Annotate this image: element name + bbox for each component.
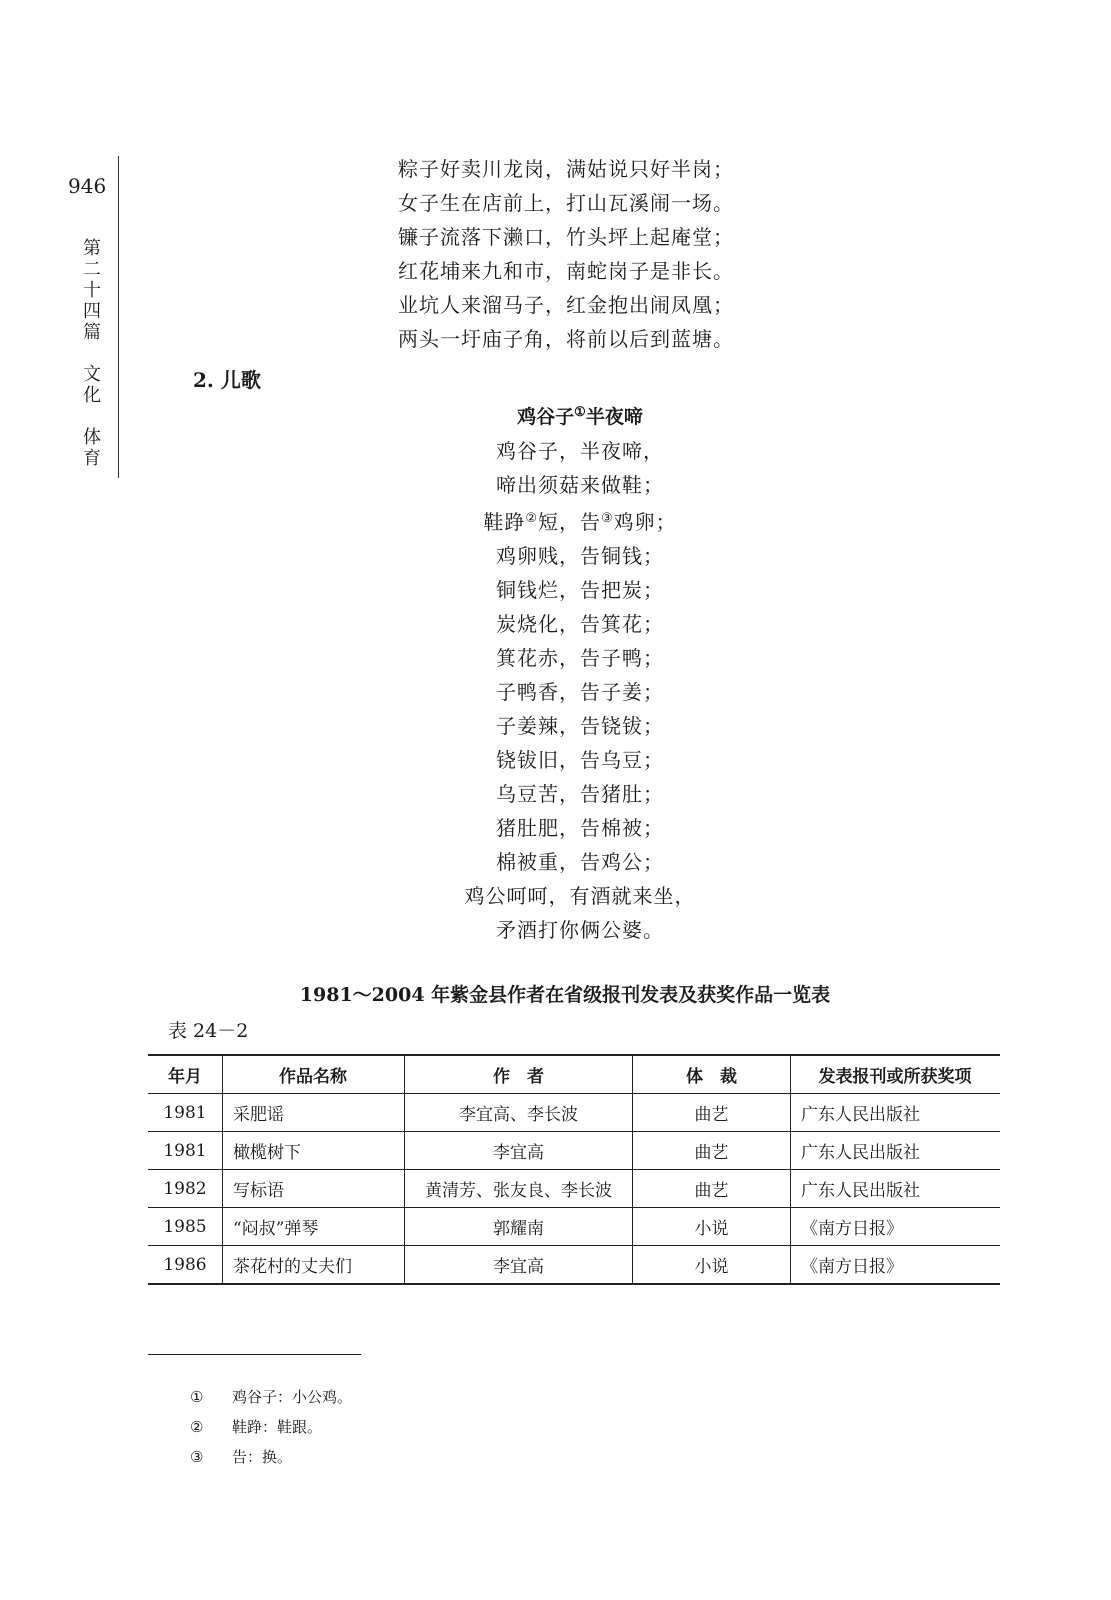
song-line-text: 鸡卵； bbox=[613, 510, 677, 534]
footnote bbox=[190, 1442, 352, 1472]
footnote bbox=[190, 1412, 352, 1442]
song-line: 鸡谷子，半夜啼， bbox=[496, 439, 664, 463]
table-cell: 曲艺 bbox=[633, 1170, 791, 1208]
column-header: 发表报刊或所获奖项 bbox=[791, 1055, 1001, 1094]
table-cell: 1986 bbox=[148, 1246, 223, 1285]
table-cell: 小说 bbox=[633, 1246, 791, 1285]
column-header: 体 裁 bbox=[633, 1055, 791, 1094]
footnote-marker: ③ bbox=[601, 511, 614, 526]
song-line: 鸡卵贱，告铜钱； bbox=[496, 544, 664, 568]
table-cell: 李宜高 bbox=[405, 1132, 633, 1170]
song-title-text: 半夜啼 bbox=[585, 406, 643, 428]
verse-block bbox=[398, 152, 734, 356]
song-line: 炭烧化，告箕花； bbox=[496, 612, 664, 636]
footnote-text: 告：换。 bbox=[232, 1448, 293, 1466]
table-cell: 《南方日报》 bbox=[791, 1208, 1001, 1246]
table-row bbox=[148, 1170, 1000, 1208]
verse-line: 粽子好卖川龙岗，满姑说只好半岗； bbox=[398, 157, 734, 181]
song-line: 铜钱烂，告把炭； bbox=[496, 578, 664, 602]
column-header: 作品名称 bbox=[223, 1055, 405, 1094]
verse-line: 两头一圩庙子角，将前以后到蓝塘。 bbox=[398, 327, 734, 351]
table-cell: 《南方日报》 bbox=[791, 1246, 1001, 1285]
table-cell: 李宜高、李长波 bbox=[405, 1094, 633, 1132]
footnote-rule bbox=[148, 1354, 361, 1355]
table-label: 表 24－2 bbox=[168, 1020, 249, 1042]
table-row bbox=[148, 1132, 1000, 1170]
song-line: 啼出须菇来做鞋； bbox=[496, 473, 664, 497]
song-title bbox=[420, 396, 740, 434]
footnote-mark: ① bbox=[190, 1388, 204, 1406]
table-cell: 曲艺 bbox=[633, 1132, 791, 1170]
table-cell: 小说 bbox=[633, 1208, 791, 1246]
song-line-text: 短，告 bbox=[538, 510, 601, 534]
footnote-mark: ② bbox=[190, 1418, 204, 1436]
table-cell: 曲艺 bbox=[633, 1094, 791, 1132]
table-cell: “闷叔”弹琴 bbox=[223, 1208, 405, 1246]
table-cell: 李宜高 bbox=[405, 1246, 633, 1285]
verse-line: 业坑人来溜马子，红金抱出闹凤凰； bbox=[398, 293, 734, 317]
footnote-text: 鸡谷子：小公鸡。 bbox=[232, 1388, 353, 1406]
table-cell: 广东人民出版社 bbox=[791, 1094, 1001, 1132]
page-number: 946 bbox=[68, 174, 107, 198]
footnote-text: 鞋踭：鞋跟。 bbox=[232, 1418, 323, 1436]
song-line: 子鸭香，告子姜； bbox=[496, 680, 664, 704]
table-cell: 1985 bbox=[148, 1208, 223, 1246]
song-line: 箕花赤，告子鸭； bbox=[496, 646, 664, 670]
song-line: 猪肚肥，告棉被； bbox=[496, 816, 664, 840]
footnote bbox=[190, 1382, 352, 1412]
table-cell: 写标语 bbox=[223, 1170, 405, 1208]
footnote-marker: ② bbox=[525, 511, 538, 526]
song-line bbox=[420, 502, 740, 539]
footnotes bbox=[190, 1382, 352, 1472]
table-cell: 广东人民出版社 bbox=[791, 1170, 1001, 1208]
table-cell: 1982 bbox=[148, 1170, 223, 1208]
footnote-mark: ③ bbox=[190, 1448, 204, 1466]
table-row bbox=[148, 1208, 1000, 1246]
table-cell: 郭耀南 bbox=[405, 1208, 633, 1246]
song-line: 鸡公呵呵，有酒就来坐， bbox=[464, 884, 696, 908]
table-cell: 橄榄树下 bbox=[223, 1132, 405, 1170]
footnote-marker: ① bbox=[574, 405, 586, 420]
column-header: 作 者 bbox=[405, 1055, 633, 1094]
table-cell: 黄清芳、张友良、李长波 bbox=[405, 1170, 633, 1208]
verse-line: 女子生在店前上，打山瓦溪闹一场。 bbox=[398, 191, 734, 215]
song-line: 矛酒打你俩公婆。 bbox=[496, 918, 664, 942]
table-cell: 茶花村的丈夫们 bbox=[223, 1246, 405, 1285]
verse-line: 镰子流落下濑口，竹头坪上起庵堂； bbox=[398, 225, 734, 249]
table-cell: 1981 bbox=[148, 1132, 223, 1170]
song-line: 铙钹旧，告乌豆； bbox=[496, 748, 664, 772]
table-cell: 广东人民出版社 bbox=[791, 1132, 1001, 1170]
chapter-title-vertical: 第二十四篇 文化 体育 bbox=[80, 238, 101, 469]
table-title: 1981～2004 年紫金县作者在省级报刊发表及获奖作品一览表 bbox=[299, 984, 831, 1006]
section-heading: 2. 儿歌 bbox=[193, 368, 261, 392]
table-header-row bbox=[148, 1055, 1000, 1094]
table-row bbox=[148, 1094, 1000, 1132]
verse-line: 红花埔来九和市，南蛇岗子是非长。 bbox=[398, 259, 734, 283]
song-title-text: 鸡谷子 bbox=[517, 406, 575, 428]
table-cell: 采肥谣 bbox=[223, 1094, 405, 1132]
table-cell: 1981 bbox=[148, 1094, 223, 1132]
song-line: 棉被重，告鸡公； bbox=[496, 850, 664, 874]
works-table bbox=[148, 1054, 1000, 1285]
column-header: 年月 bbox=[168, 1067, 202, 1087]
song-line: 乌豆苦，告猪肚； bbox=[496, 782, 664, 806]
nursery-rhyme bbox=[420, 396, 740, 947]
table-row bbox=[148, 1246, 1000, 1285]
song-line-text: 鞋踭 bbox=[483, 510, 526, 534]
song-line: 子姜辣，告铙钹； bbox=[496, 714, 664, 738]
margin-rule bbox=[118, 156, 119, 478]
